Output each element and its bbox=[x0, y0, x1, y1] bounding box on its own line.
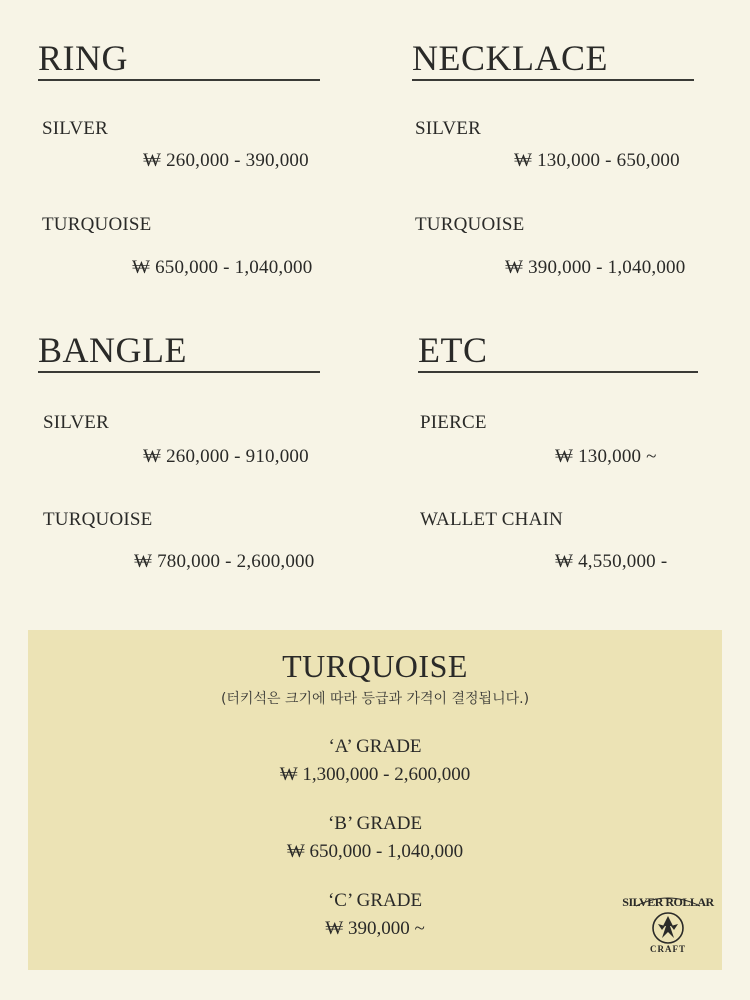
ring-item-price: ₩ 260,000 - 390,000 bbox=[143, 150, 309, 171]
grade-price: ₩ 390,000 ~ bbox=[325, 918, 425, 939]
eagle-emblem-icon bbox=[622, 892, 714, 954]
divider-bangle bbox=[38, 371, 320, 373]
grade-price: ₩ 1,300,000 - 2,600,000 bbox=[279, 764, 471, 785]
grade-label: ‘A’ GRADE bbox=[328, 736, 422, 757]
grade-label: ‘B’ GRADE bbox=[327, 813, 423, 834]
divider-necklace bbox=[412, 79, 694, 81]
turquoise-grade-panel bbox=[28, 630, 722, 970]
section-title-etc: ETC bbox=[418, 330, 488, 370]
ring-item-label: SILVER bbox=[42, 118, 108, 139]
bangle-item-label: TURQUOISE bbox=[43, 509, 153, 530]
bangle-item-price: ₩ 260,000 - 910,000 bbox=[143, 446, 309, 467]
etc-item-price: ₩ 130,000 ~ bbox=[555, 446, 657, 467]
bangle-item-label: SILVER bbox=[43, 412, 109, 433]
necklace-item-price: ₩ 390,000 - 1,040,000 bbox=[505, 257, 686, 278]
necklace-item-price: ₩ 130,000 - 650,000 bbox=[514, 150, 680, 171]
section-title-necklace: NECKLACE bbox=[412, 38, 608, 78]
panel-title: TURQUOISE bbox=[282, 648, 468, 684]
divider-ring bbox=[38, 79, 320, 81]
section-title-bangle: BANGLE bbox=[38, 330, 187, 370]
section-title-ring: RING bbox=[38, 38, 128, 78]
panel-note: (터키석은 크기에 따라 등급과 가격이 결정됩니다.) bbox=[220, 691, 530, 707]
divider-etc bbox=[418, 371, 698, 373]
svg-text:CRAFT: CRAFT bbox=[650, 944, 686, 954]
svg-text:SILVER ROLLAR: SILVER ROLLAR bbox=[622, 895, 714, 909]
necklace-item-label: SILVER bbox=[415, 118, 481, 139]
bangle-item-price: ₩ 780,000 - 2,600,000 bbox=[134, 551, 315, 572]
necklace-item-label: TURQUOISE bbox=[415, 214, 525, 235]
etc-item-label: WALLET CHAIN bbox=[420, 509, 563, 530]
etc-item-label: PIERCE bbox=[420, 412, 487, 433]
etc-item-price: ₩ 4,550,000 - bbox=[555, 551, 668, 572]
ring-item-price: ₩ 650,000 - 1,040,000 bbox=[132, 257, 313, 278]
grade-label: ‘C’ GRADE bbox=[327, 890, 423, 911]
grade-price: ₩ 650,000 - 1,040,000 bbox=[286, 841, 464, 862]
ring-item-label: TURQUOISE bbox=[42, 214, 152, 235]
